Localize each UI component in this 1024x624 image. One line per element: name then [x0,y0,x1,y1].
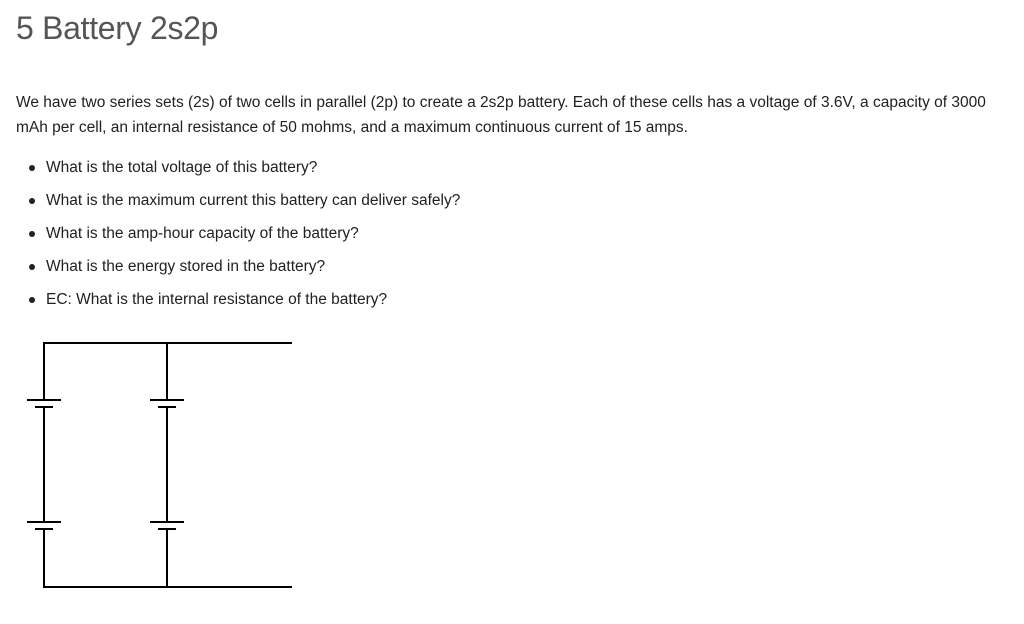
intro-paragraph: We have two series sets (2s) of two cells in parallel (2p) to create a 2s2p battery. Each of these cells has a voltage of 3.6V, a capacity of 3000 mAh per cell, an internal resistance of 50 mohms, and a maximum continuous current of 15 amps. [16,94,986,136]
page-title: 5 Battery 2s2p [16,10,219,46]
question-text: What is the total voltage of this battery? [46,159,318,176]
question-text: What is the maximum current this battery can deliver safely? [46,192,461,209]
question-text: What is the energy stored in the battery? [46,258,326,275]
question-text: What is the amp-hour capacity of the battery? [46,225,359,242]
question-text: EC: What is the internal resistance of the battery? [46,291,388,308]
